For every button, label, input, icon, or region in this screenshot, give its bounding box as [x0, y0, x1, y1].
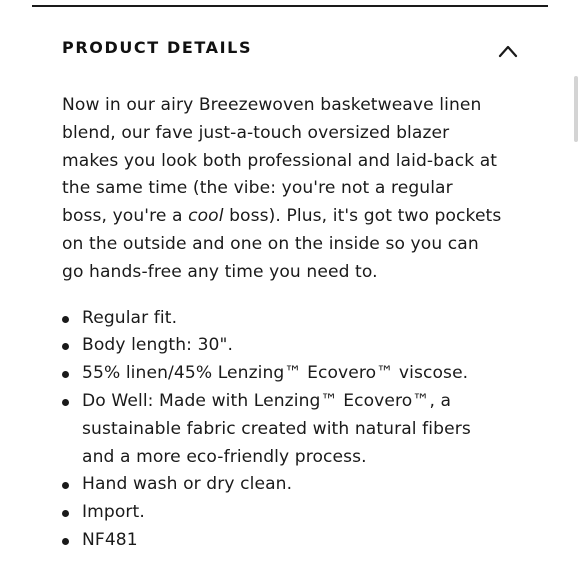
product-details-content [62, 92, 502, 555]
list-item-text: NF481 [82, 529, 138, 550]
list-item-text: Import. [82, 502, 145, 523]
chevron-up-icon[interactable] [498, 44, 518, 58]
list-item [62, 527, 502, 555]
product-description [62, 92, 502, 287]
list-item [62, 305, 502, 333]
bullet-icon [62, 510, 69, 517]
list-item [62, 332, 502, 360]
feature-list [62, 305, 502, 555]
bullet-icon [62, 316, 69, 323]
description-emphasis: cool [188, 206, 224, 227]
list-item-text: Body length: 30". [82, 335, 234, 356]
scrollbar-thumb[interactable] [574, 76, 578, 142]
description-text-end: boss). Plus, it's got two pockets on the outside and one on the inside so you can go hands-free any time you need to. [62, 206, 502, 282]
list-item [62, 388, 502, 471]
product-details-accordion-header[interactable] [32, 28, 532, 72]
list-item [62, 471, 502, 499]
bullet-icon [62, 538, 69, 545]
list-item-text: 55% linen/45% Lenzing™ Ecovero™ viscose. [82, 363, 469, 384]
list-item [62, 499, 502, 527]
list-item-text: Do Well: Made with Lenzing™ Ecovero™, a sustainable fabric created with natural fibers and a more eco-friendly process. [82, 390, 471, 467]
description-text: Now in our airy Breezewoven basketweave linen blend, our fave just-a-touch oversized blazer makes you look both professional and laid-back at the same time (the vibe: you're not a regular boss, you're a [62, 95, 498, 227]
bullet-icon [62, 371, 69, 378]
list-item-text: Hand wash or dry clean. [82, 474, 293, 495]
bullet-icon [62, 482, 69, 489]
list-item [62, 360, 502, 388]
bullet-icon [62, 343, 69, 350]
list-item-text: Regular fit. [82, 307, 178, 328]
top-divider [32, 5, 548, 7]
section-title: PRODUCT DETAILS [62, 38, 253, 57]
scrollbar[interactable] [572, 0, 580, 580]
bullet-icon [62, 399, 69, 406]
